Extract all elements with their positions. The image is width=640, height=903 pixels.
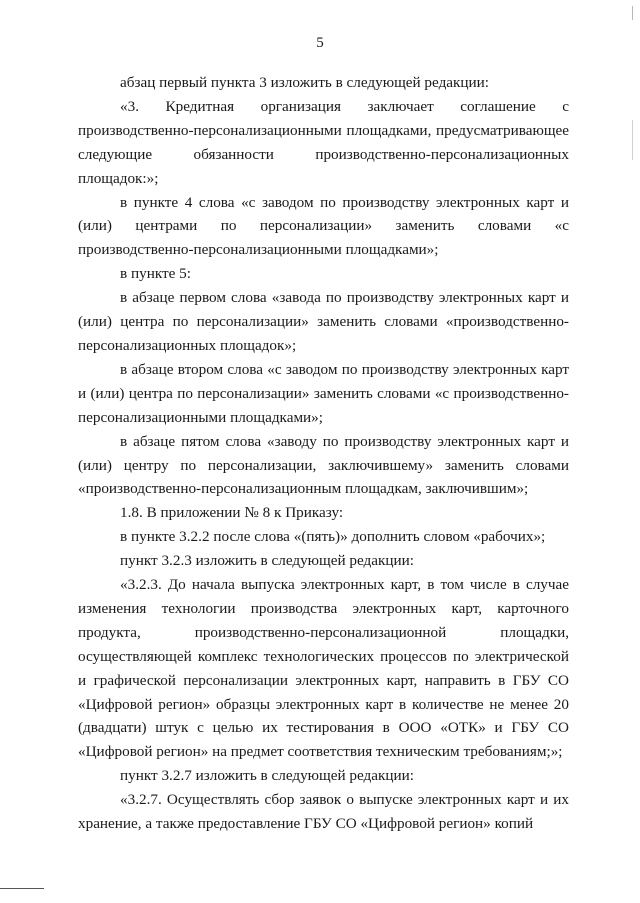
paragraph-7: в абзаце пятом слова «заводу по производству электронных карт и (или) центру по персонализации, заключившему» заменить словами «производственно-персонализационным площадкам, заключившим»;	[78, 432, 569, 498]
footer-rule	[0, 888, 44, 889]
paragraph-9: в пункте 3.2.2 после слова «(пять)» дополнить словом «рабочих»;	[120, 528, 546, 546]
paragraph-6: в абзаце втором слова «с заводом по производству электронных карт и (или) центра по персонализации» заменить словами «с производственно-персонализационными площадками»;	[78, 360, 569, 426]
scan-edge-mark	[632, 6, 633, 20]
paragraph-1: абзац первый пункта 3 изложить в следующей редакции:	[120, 74, 490, 91]
paragraph-4: в пункте 5:	[120, 265, 191, 283]
paragraph-13: «3.2.7. Осуществлять сбор заявок о выпуске электронных карт и их хранение, а также предоставление ГБУ СО «Цифровой регион» копий	[78, 791, 569, 833]
paragraph-8: 1.8. В приложении № 8 к Приказу:	[120, 504, 344, 522]
page-number: 5	[316, 35, 324, 51]
paragraph-2: «3. Кредитная организация заключает соглашение с производственно-персонализационными площадками, предусматривающее следующие обязанности производственно-персонализационных площадок:»;	[78, 97, 569, 187]
paragraph-11: «3.2.3. До начала выпуска электронных карт, в том числе в случае изменения технологии производства электронных карт, карточного продукта, производственно-персонализационной площадки, осуществляющей комплекс технологических процессов по электрической и графической персонализации электронных карт, направить в ГБУ СО «Цифровой регион» образцы электронных карт в количестве не менее 20 (двадцати) штук с целью их тестирования в ООО «ОТК» и ГБУ СО «Цифровой регион» на предмет соответствия техническим требованиям;»;	[78, 576, 569, 761]
paragraph-10: пункт 3.2.3 изложить в следующей редакции:	[120, 552, 414, 570]
paragraph-3: в пункте 4 слова «с заводом по производству электронных карт и (или) центрами по персонализации» заменить словами «с производственно-персонализационными площадками»;	[78, 193, 569, 259]
paragraph-5: в абзаце первом слова «завода по производству электронных карт и (или) центра по персонализации» заменить словами «производственно-персонализационных площадок»;	[78, 289, 569, 354]
scan-edge-mark	[632, 120, 633, 160]
paragraph-12: пункт 3.2.7 изложить в следующей редакции:	[120, 767, 414, 785]
document-body	[78, 71, 569, 836]
